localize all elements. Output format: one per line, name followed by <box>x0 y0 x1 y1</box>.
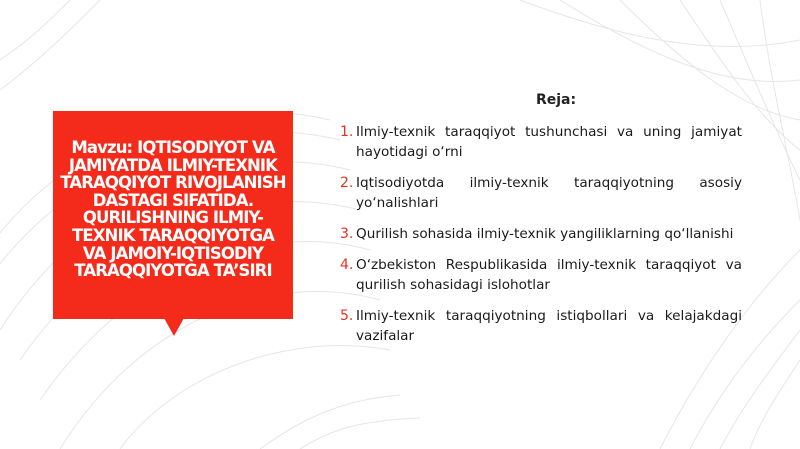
plan-item <box>340 122 742 162</box>
plan-item-number: 3. <box>340 226 354 242</box>
plan-item-text: Ilmiy-texnik taraqqiyotning istiqbollari va kelajakdagi vazifalar <box>356 308 742 344</box>
plan-item-text: Qurilish sohasida ilmiy-texnik yangiliklarning qo‘llanishi <box>356 226 734 242</box>
plan-item <box>340 255 742 295</box>
plan-heading: Reja: <box>535 92 577 108</box>
slide-title: Mavzu: IQTISODIYOT VA JAMIYATDA ILMIY-TEXNIK TARAQQIYOT RIVOJLANISH DASTAGI SIFATIDA. QURILISHNING ILMIY-TEXNIK TARAQQIYOTGA VA JAMOIY-IQTISODIY TARAQQIYOTGA TA’SIRI <box>60 138 286 281</box>
plan-item <box>340 224 742 244</box>
plan-list <box>340 122 742 346</box>
plan-section <box>340 92 742 357</box>
plan-item-text: Iqtisodiyotda ilmiy-texnik taraqqiyotning asosiy yo‘nalishlari <box>356 175 742 211</box>
plan-item-text: O‘zbekiston Respublikasida ilmiy-texnik taraqqiyot va qurilish sohasidagi islohotlar <box>356 257 742 293</box>
plan-item-number: 2. <box>340 175 354 191</box>
plan-item <box>340 306 742 346</box>
title-pointer <box>164 318 184 336</box>
plan-item-number: 1. <box>340 124 354 140</box>
title-box <box>53 111 293 319</box>
plan-item-number: 5. <box>340 308 354 324</box>
plan-item-number: 4. <box>340 257 354 273</box>
plan-item-text: Ilmiy-texnik taraqqiyot tushunchasi va uning jamiyat hayotidagi o‘rni <box>356 124 742 160</box>
plan-item <box>340 173 742 213</box>
